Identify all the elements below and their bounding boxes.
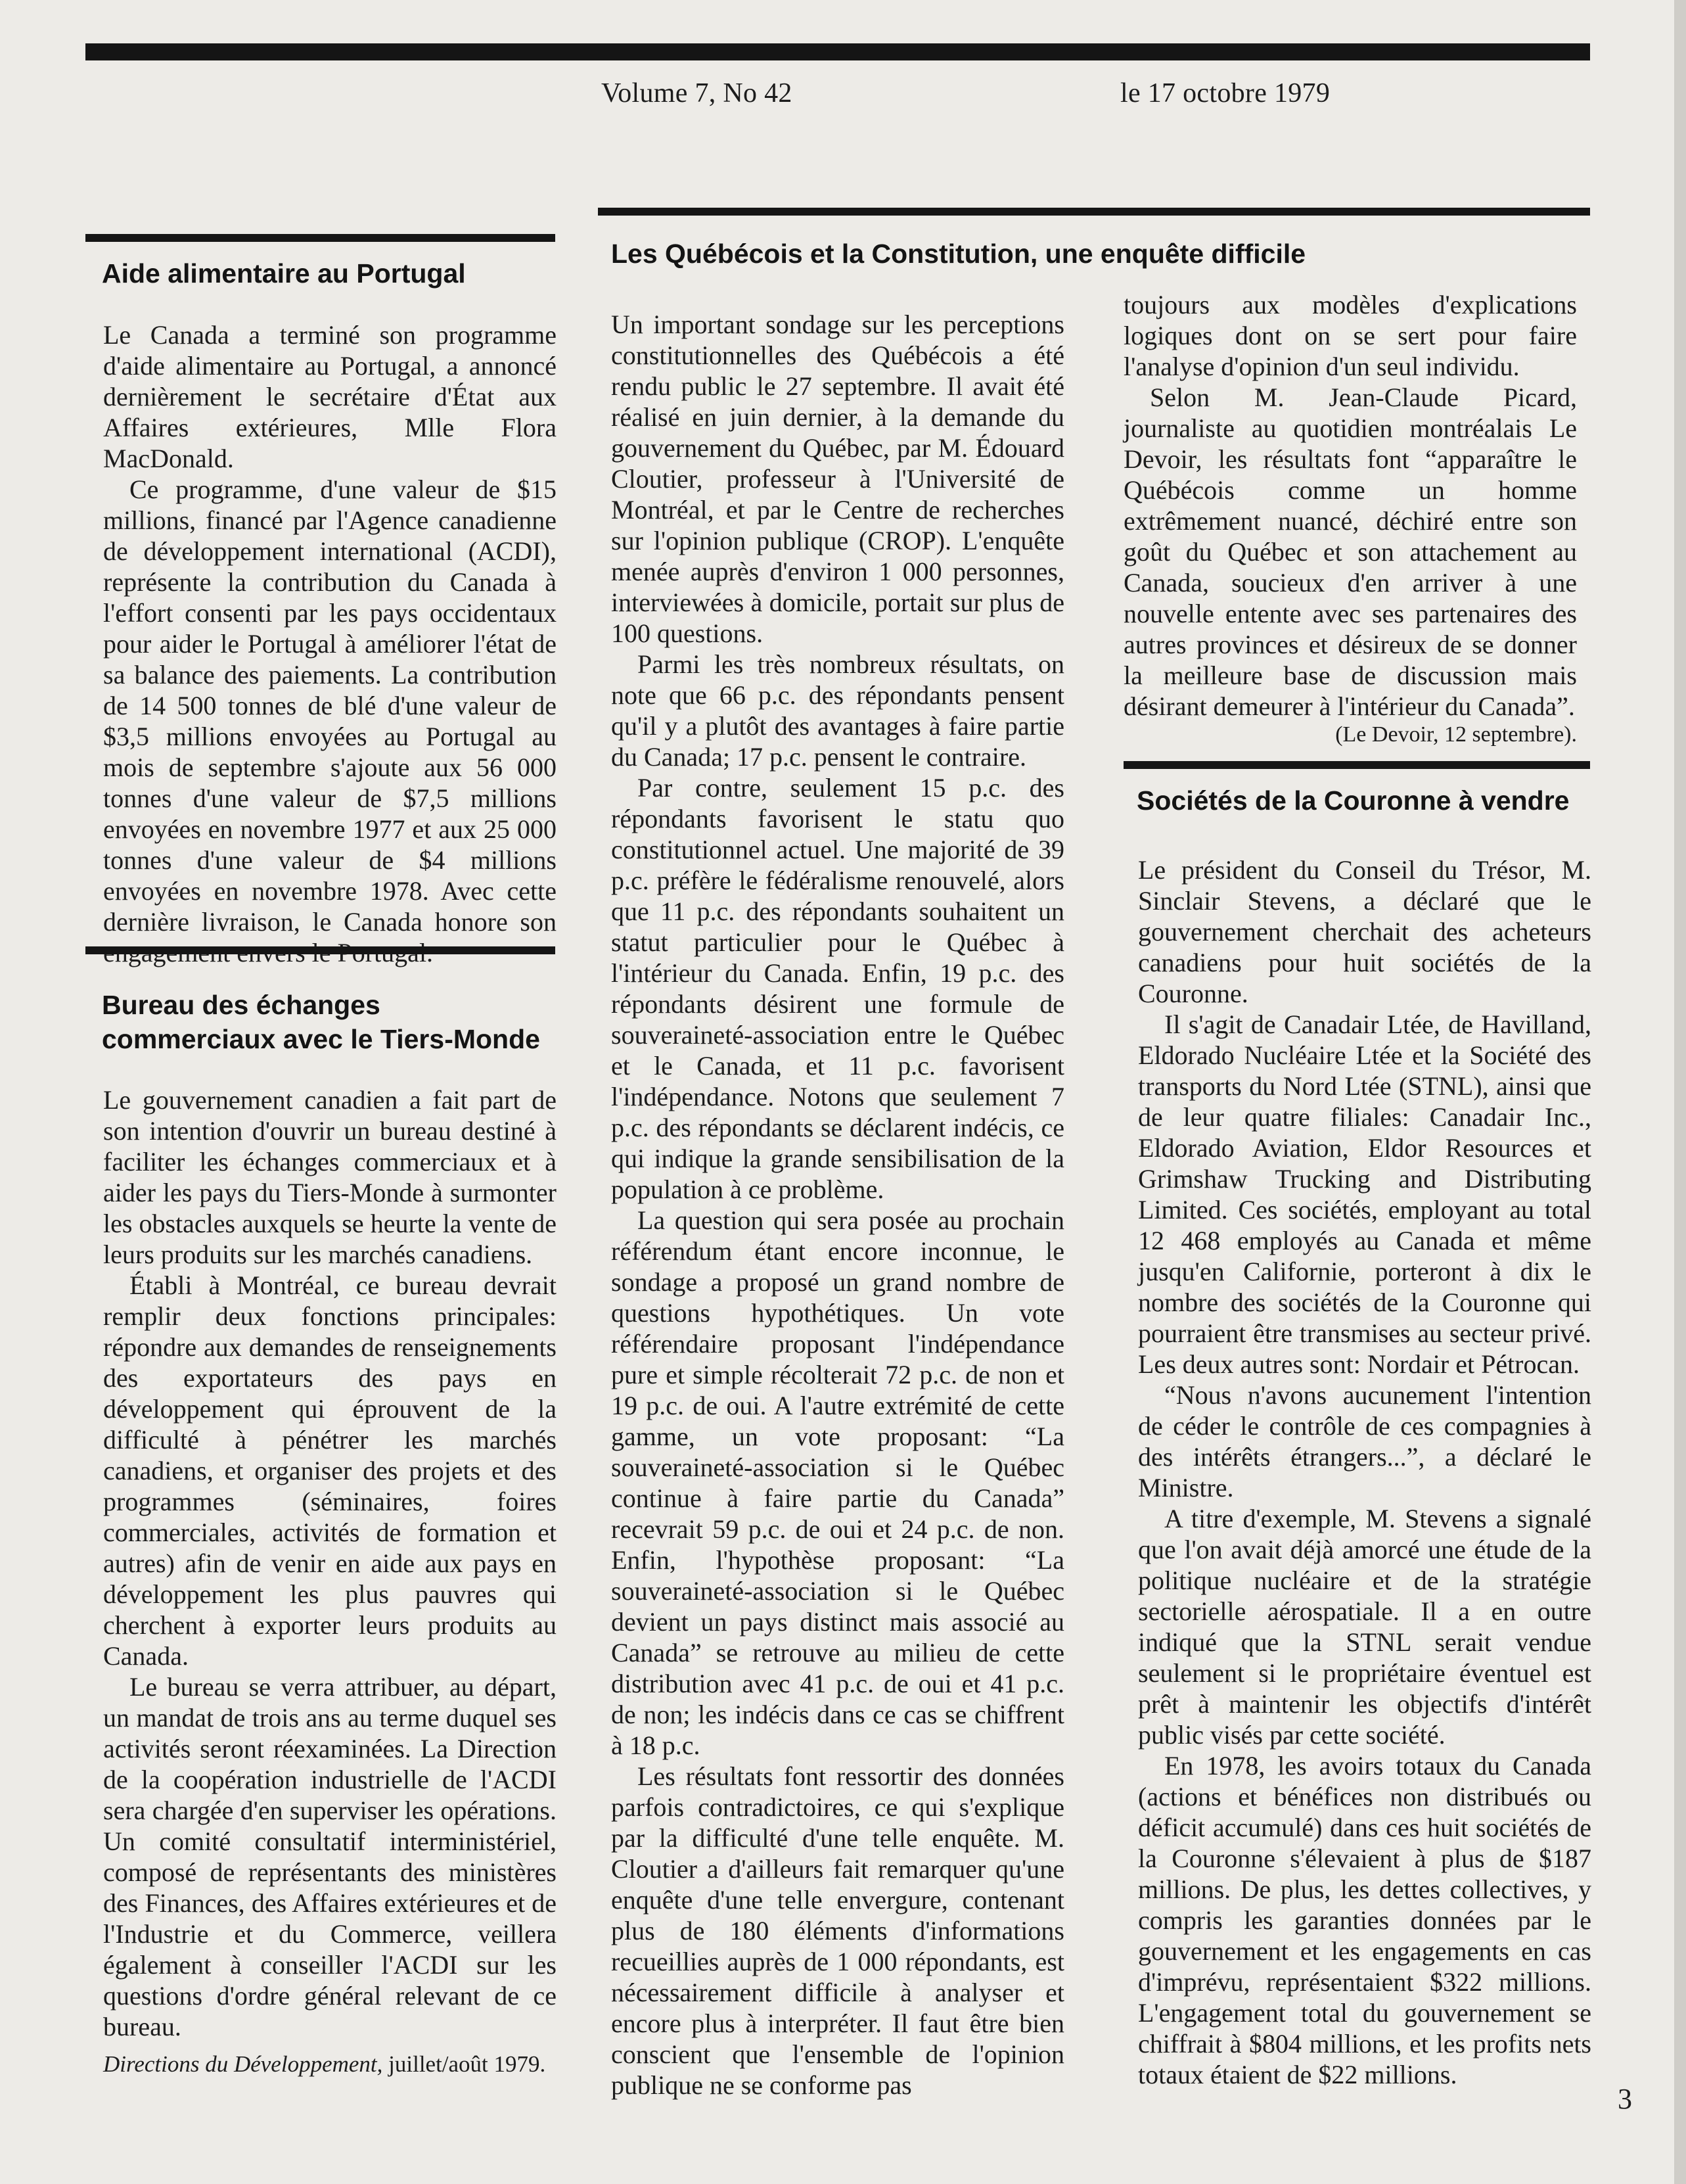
article-title-quebecois: Les Québécois et la Constitution, une enquête difficile xyxy=(611,239,1306,269)
article-title-portugal: Aide alimentaire au Portugal xyxy=(102,258,466,289)
paragraph: A titre d'exemple, M. Stevens a signalé que l'on avait déjà amorcé une étude de la politique nucléaire et de la stratégie sectorielle aérospatiale. Il a en outre indiqué que la STNL serait vendue seulement si le propriétaire éventuel est prêt à maintenir les objectifs d'intérêt public visés par cette société. xyxy=(1138,1504,1591,1750)
source-date: juillet/août 1979. xyxy=(388,2051,546,2077)
article-body-societes xyxy=(1138,854,1591,2090)
paragraph: Le président du Conseil du Trésor, M. Sinclair Stevens, a déclaré que le gouvernement cherchait des acheteurs canadiens pour huit sociétés de la Couronne. xyxy=(1138,855,1591,1008)
article-title-societes: Sociétés de la Couronne à vendre xyxy=(1137,785,1570,816)
paragraph: Le Canada a terminé son programme d'aide alimentaire au Portugal, a annoncé dernièrement le secrétaire d'État aux Affaires extérieures, Mlle Flora MacDonald. xyxy=(103,320,557,473)
source-title: Directions du Développement, xyxy=(103,2051,383,2077)
issue-date: le 17 octobre 1979 xyxy=(1120,78,1331,108)
source-citation xyxy=(103,2049,557,2079)
article-body-portugal xyxy=(103,319,557,968)
paragraph: Parmi les très nombreux résultats, on note que 66 p.c. des répondants pensent qu'il y a plutôt des avantages à faire partie du Canada; 17 p.c. pensent le contraire. xyxy=(611,649,1064,772)
volume-number: Volume 7, No 42 xyxy=(601,78,792,108)
paragraph: Établi à Montréal, ce bureau devrait remplir deux fonctions principales: répondre aux demandes de renseignements des exportateurs des pays en développement qui éprouvent de la difficulté à pénétrer les marchés canadiens, et organiser des projets et des programmes (séminaires, foires commerciales, activités de formation et autres) afin de venir en aide aux pays en développement les plus pauvres qui cherchent à exporter leurs produits au Canada. xyxy=(103,1270,557,1671)
paragraph: Un important sondage sur les perceptions constitutionnelles des Québécois a été rendu public le 27 septembre. Il avait été réalisé en juin dernier, à la demande du gouvernement du Québec, par M. Édouard Cloutier, professeur à l'Université de Montréal, et par le Centre de recherches sur l'opinion publique (CROP). L'enquête menée auprès d'environ 1 000 personnes, interviewées à domicile, portait sur plus de 100 questions. xyxy=(611,310,1064,648)
article-title-bureau: Bureau des échanges commerciaux avec le Tiers-Monde xyxy=(102,990,540,1054)
page-edge xyxy=(1674,0,1686,2184)
source-citation: (Le Devoir, 12 septembre). xyxy=(1335,722,1577,747)
paragraph: toujours aux modèles d'explications logiques dont on se sert pour faire l'analyse d'opinion d'un seul individu. xyxy=(1124,290,1577,381)
paragraph: Par contre, seulement 15 p.c. des répondants favorisent le statu quo constitutionnel actuel. Une majorité de 39 p.c. préfère le fédéralisme renouvelé, alors que 11 p.c. des répondants souhaitent un statut particulier pour le Québec à l'intérieur du Canada. Enfin, 19 p.c. des répondants désirent une formule de souveraineté-association entre le Québec et le Canada, et 11 p.c. favorisent l'indépendance. Notons que seulement 7 p.c. des répondants se déclarent indécis, ce qui indique la grande sensibilisation de la population à ce problème. xyxy=(611,773,1064,1204)
article-body-bureau xyxy=(103,1084,557,2079)
column-rule xyxy=(85,946,555,954)
top-rule xyxy=(85,43,1590,60)
paragraph: Il s'agit de Canadair Ltée, de Havilland, Eldorado Nucléaire Ltée et la Société des transports du Nord Ltée (STNL), ainsi que de leur quatre filiales: Canadair Inc., Eldorado Aviation, Eldor Resources et Grimshaw Trucking and Distributing Limited. Ces sociétés, employant au total 12 468 employés au Canada et même jusqu'en Californie, porteront à dix le nombre des sociétés de la Couronne qui pourraient être transmises au secteur privé. Les deux autres sont: Nordair et Pétrocan. xyxy=(1138,1010,1591,1379)
paragraph: La question qui sera posée au prochain référendum étant encore inconnue, le sondage a proposé un grand nombre de questions hypothétiques. Un vote référendaire proposant l'indépendance pure et simple récolterait 72 p.c. de non et 19 p.c. de oui. A l'autre extrémité de cette gamme, un vote proposant: “La souveraineté-association si le Québec continue à faire partie du Canada” recevrait 59 p.c. de oui et 24 p.c. de non. Enfin, l'hypothèse proposant: “La souveraineté-association si le Québec devient un pays distinct mais associé au Canada” se retrouve au milieu de cette distribution avec 41 p.c. de oui et 41 p.c. de non; les indécis dans ce cas se chiffrent à 18 p.c. xyxy=(611,1205,1064,1760)
paragraph: Les résultats font ressortir des données parfois contradictoires, ce qui s'explique par la difficulté d'une telle enquête. M. Cloutier a d'ailleurs fait remarquer qu'une enquête d'une telle envergure, contenant plus de 180 éléments d'informations recueillies auprès de 1 000 répondants, est nécessairement difficile à analyser et encore plus à interpréter. Il faut être bien conscient que l'ensemble de l'opinion publique ne se conforme pas xyxy=(611,1761,1064,2100)
page-number: 3 xyxy=(1618,2083,1632,2115)
paragraph: Ce programme, d'une valeur de $15 millions, financé par l'Agence canadienne de développement international (ACDI), représente la contribution du Canada à l'effort consenti par les pays occidentaux pour aider le Portugal à améliorer l'état de sa balance des paiements. La contribution de 14 500 tonnes de blé d'une valeur de $3,5 millions envoyées au Portugal au mois de septembre s'ajoute aux 56 000 tonnes d'une valeur de $7,5 millions envoyées en novembre 1977 et aux 25 000 tonnes d'une valeur de $4 millions envoyées en novembre 1978. Avec cette dernière livraison, le Canada honore son xyxy=(103,475,557,937)
column-rule xyxy=(598,208,1590,216)
paragraph: Le bureau se verra attribuer, au départ, un mandat de trois ans au terme duquel ses activités seront réexaminées. La Direction de la coopération industrielle de l'ACDI sera chargée d'en superviser les opérations. Un comité consultatif interministériel, composé de représentants des ministères des Finances, des Affaires extérieures et de l'Industrie et du Commerce, veillera également à conseiller l'ACDI sur les questions d'ordre général relevant de ce bureau. xyxy=(103,1672,557,2041)
paragraph: “Nous n'avons aucunement l'intention de céder le contrôle de ces compagnies à des intérêts étrangers...”, a déclaré le Ministre. xyxy=(1138,1380,1591,1502)
column-rule xyxy=(85,234,555,242)
paragraph: En 1978, les avoirs totaux du Canada (actions et bénéfices non distribués ou déficit accumulé) dans ces huit sociétés de la Couronne s'élevaient à plus de $187 millions. De plus, les dettes collectives, y compris les garanties données par le gouvernement et les engagements en cas d'imprévu, représentaient $322 millions. L'engagement total du gouvernement se chiffrait à $804 millions, et les profits nets totaux étaient de $22 millions. xyxy=(1138,1751,1591,2089)
article-body-quebecois xyxy=(611,309,1064,2101)
column-rule xyxy=(1124,761,1590,769)
article-continuation-quebecois xyxy=(1124,289,1577,748)
paragraph: Selon M. Jean-Claude Picard, journaliste au quotidien montréalais Le Devoir, les résultats font “apparaître le Québécois comme un homme extrêmement nuancé, déchiré entre son goût du Québec et son attachement au Canada, soucieux d'en arriver à une nouvelle entente avec ses partenaires des autres provinces et désireux de se donner la meilleure base de discussion mais désirant demeurer à l'intérieur du Canada”. xyxy=(1124,383,1577,721)
paragraph: Le gouvernement canadien a fait part de son intention d'ouvrir un bureau destiné à faciliter les échanges commerciaux et à aider les pays du Tiers-Monde à surmonter les obstacles auxquels se heurte la vente de leurs produits sur les marchés canadiens. xyxy=(103,1085,557,1269)
